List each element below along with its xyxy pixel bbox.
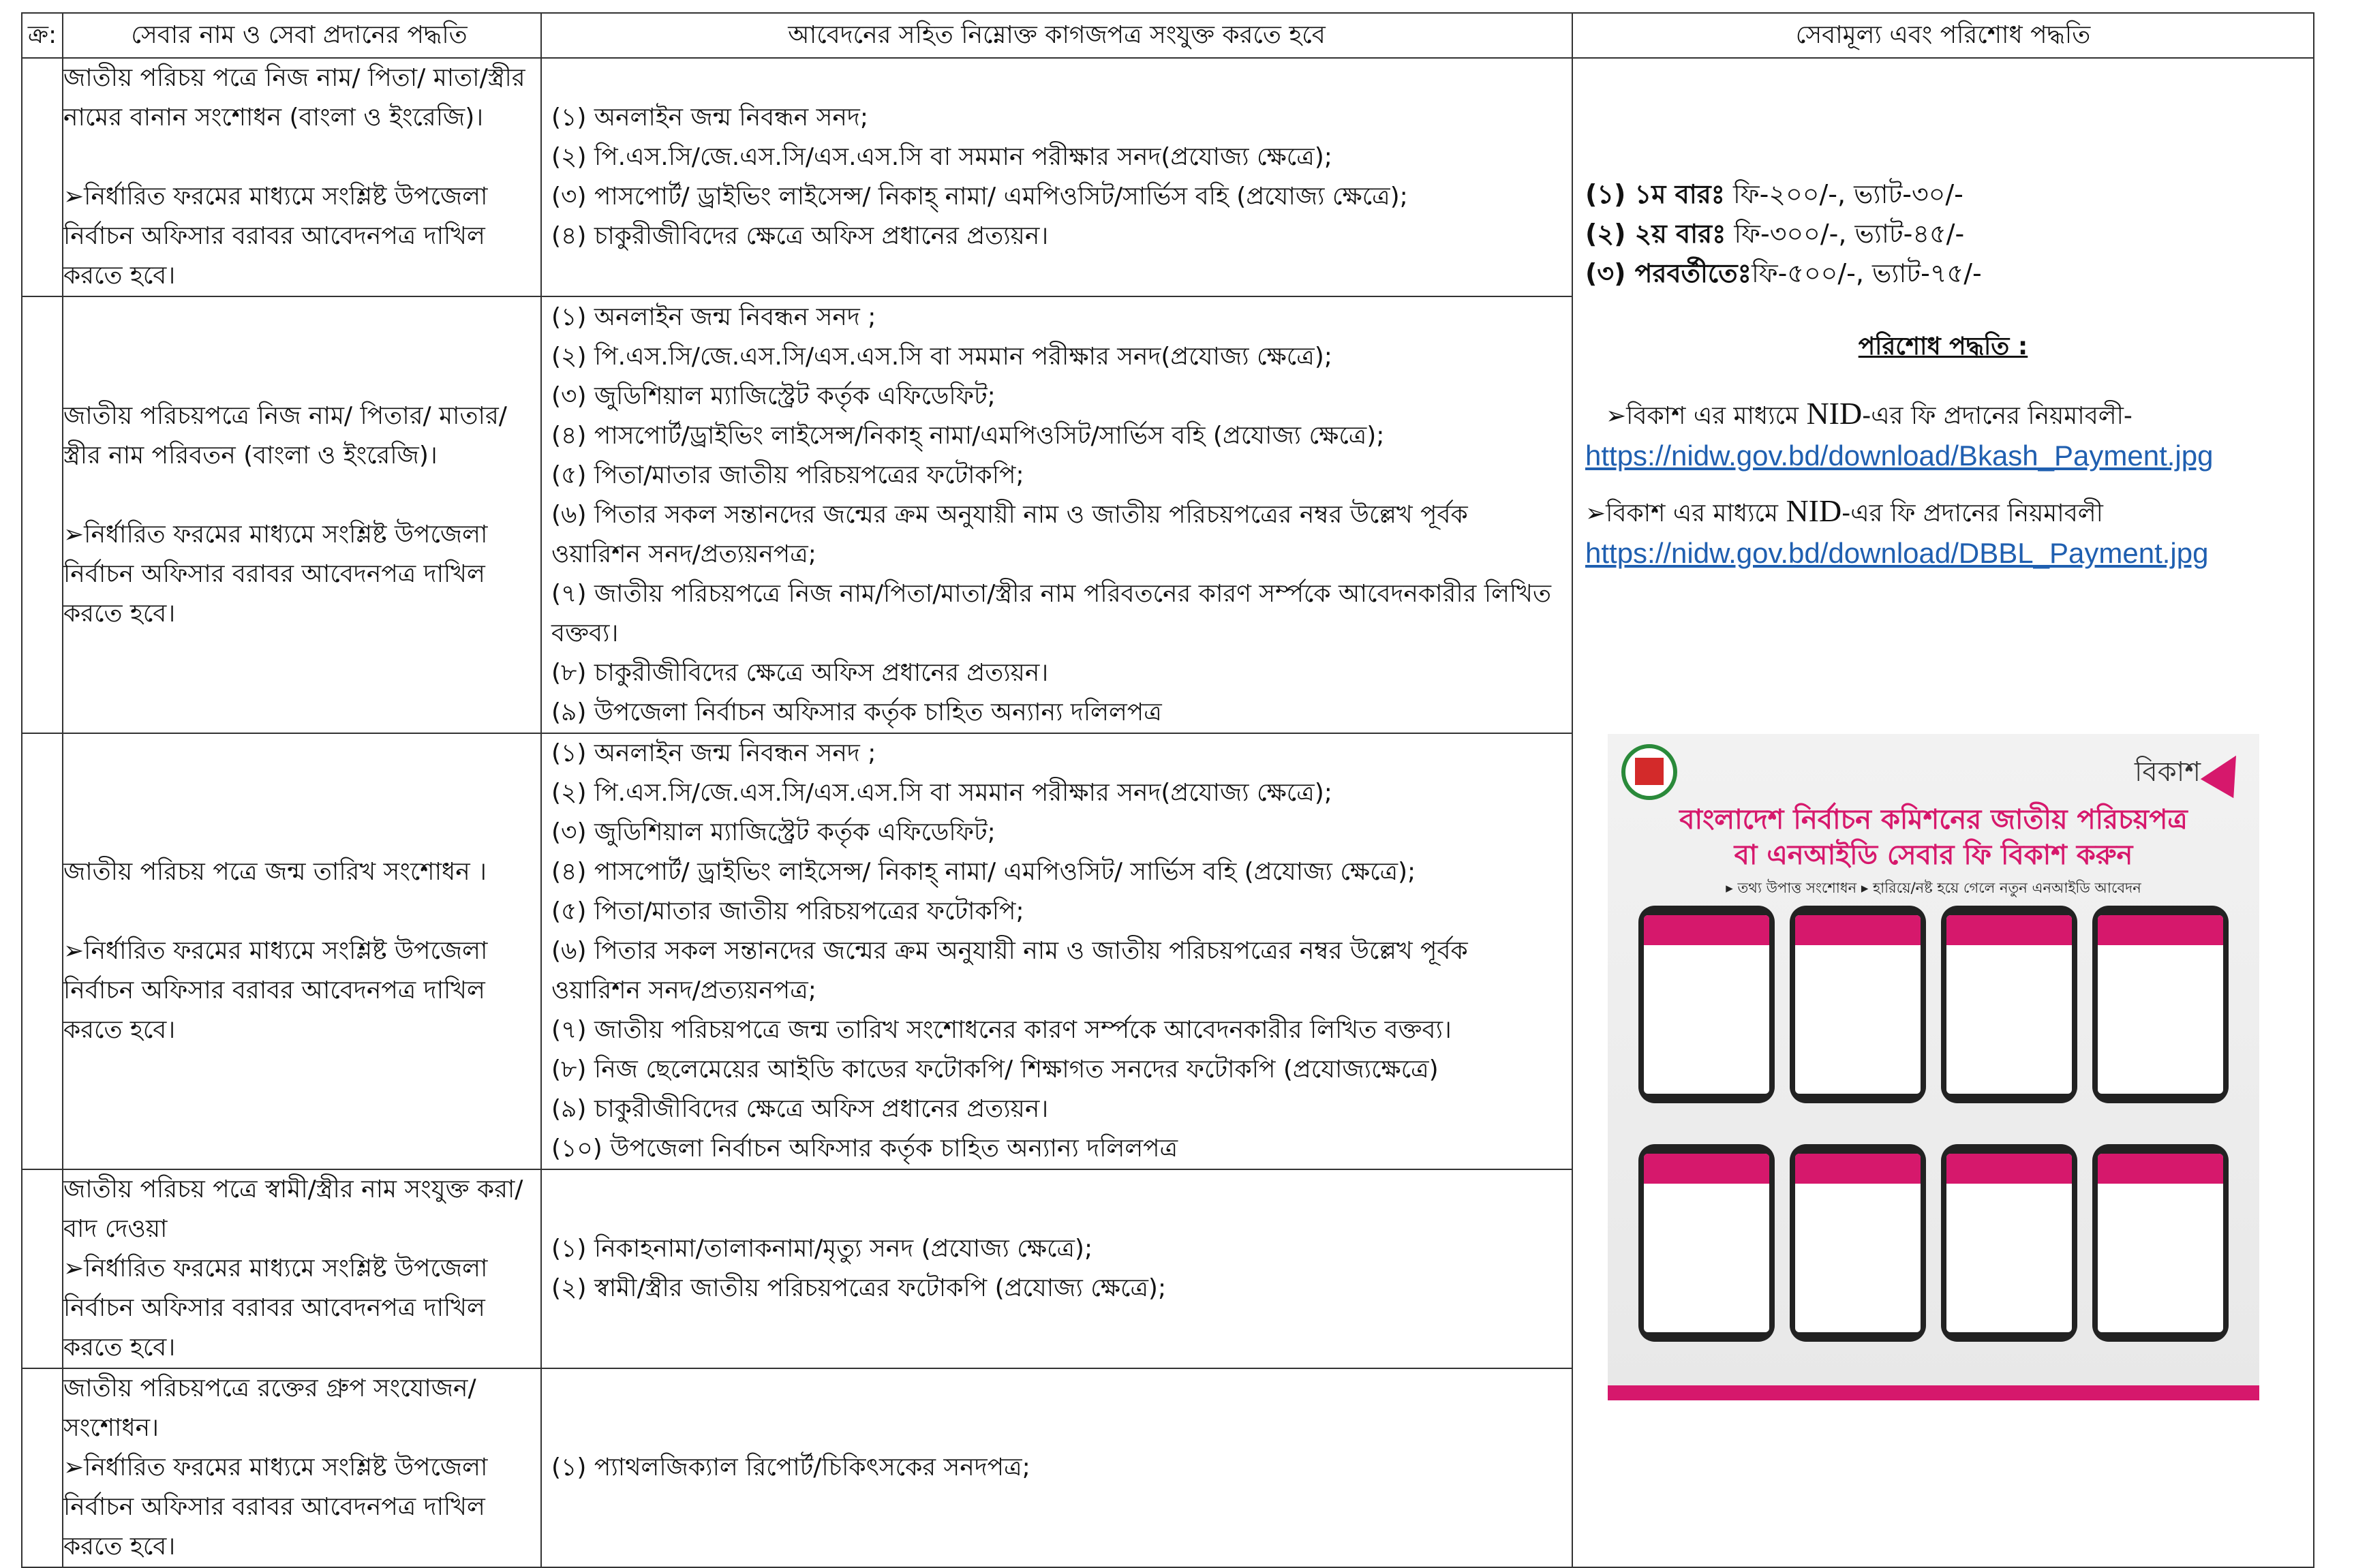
- payment-heading: পরিশোধ পদ্ধতি :: [1858, 333, 2028, 360]
- document-item: (৮) চাকুরীজীবিদের ক্ষেত্রে অফিস প্রধানের প্রত্যয়ন।: [551, 658, 1049, 687]
- nid-text: NID: [1806, 396, 1863, 431]
- document-item: (২) পি.এস.সি/জে.এস.সি/এস.এস.সি বা সমমান পরীক্ষার সনদ(প্রযোজ্য ক্ষেত্রে);: [551, 779, 1332, 807]
- documents-cell: [541, 1368, 1572, 1567]
- document-item: (১০) উপজেলা নির্বাচন অফিসার কর্তৃক চাহিত অন্যান্য দলিলপত্র: [551, 1135, 1178, 1163]
- fee-value: ফি-২০০/-, ভ্যাট-৩০/-: [1724, 179, 1963, 209]
- serial-cell: [22, 1368, 63, 1567]
- header-serial: ক্র:: [22, 13, 63, 58]
- election-commission-seal: [1621, 744, 1677, 800]
- documents-cell: [541, 733, 1572, 1169]
- phone-screens: [1621, 906, 2246, 1372]
- document-item: (৩) জুডিশিয়াল ম্যাজিস্ট্রেট কর্তৃক এফিডেফিট;: [551, 382, 996, 410]
- header-documents: আবেদনের সহিত নিম্নোক্ত কাগজপত্র সংযুক্ত করতে হবে: [541, 13, 1572, 58]
- document-item: (১) অনলাইন জন্ম নিবন্ধন সনদ ;: [551, 739, 876, 767]
- phone-mockup: [2092, 1144, 2229, 1372]
- document-item: (২) স্বামী/স্ত্রীর জাতীয় পরিচয়পত্রের ফটোকপি (প্রযোজ্য ক্ষেত্রে);: [551, 1274, 1167, 1302]
- payment-note: [1585, 394, 2301, 436]
- document-item: (৩) পাসপোর্ট/ ড্রাইভিং লাইসেন্স/ নিকাহ্ নামা/ এমপিওসিট/সার্ভিস বহি (প্রযোজ্য ক্ষেত্রে);: [551, 183, 1408, 211]
- service-description: জাতীয় পরিচয় পত্রে স্বামী/স্ত্রীর নাম সংযুক্ত করা/ বাদ দেওয়া ➢নির্ধারিত ফরমের মাধ্যমে সংশ্লিষ্ট উপজেলা নির্বাচন অফিসার বরাবর আবেদনপত্র দাখিল করতে হবে।: [63, 1175, 523, 1362]
- serial-cell: [22, 733, 63, 1169]
- phone-mockup: [1790, 1144, 1926, 1372]
- bkash-payment-image: [1608, 734, 2259, 1400]
- fee-item: [1585, 174, 2301, 214]
- serial-cell: [22, 58, 63, 296]
- serial-cell: [22, 1169, 63, 1368]
- note-text: -এর ফি প্রদানের নিয়মাবলী: [1841, 499, 2103, 527]
- phone-mockup: [1638, 1144, 1775, 1372]
- document-item: (৬) পিতার সকল সন্তানদের জন্মের ক্রম অনুযায়ী নাম ও জাতীয় পরিচয়পত্রের নম্বর উল্লেখ পূর্বক ওয়ারিশন সনদ/প্রত্যয়নপত্র;: [551, 500, 1468, 568]
- fee-item: [1585, 253, 2301, 293]
- phone-mockup: [1941, 1144, 2077, 1372]
- phone-mockup: [1941, 906, 2077, 1133]
- documents-cell: [541, 296, 1572, 733]
- promo-title-line2: বা এনআইডি সেবার ফি বিকাশ করুন: [1734, 840, 2133, 871]
- phone-mockup: [2092, 906, 2229, 1133]
- bkash-brand: বিকাশ: [2135, 756, 2201, 788]
- document-item: (১) প্যাথলজিক্যাল রিপোর্ট/চিকিৎসকের সনদপত্র;: [551, 1454, 1030, 1481]
- promo-bullets: ▸ তথ্য উপাত্ত সংশোধন ▸ হারিয়ে/নষ্ট হয়ে গেলে নতুন এনআইডি আবেদন: [1726, 880, 2141, 896]
- service-description: জাতীয় পরিচয় পত্রে জন্ম তারিখ সংশোধন । ➢নির্ধারিত ফরমের মাধ্যমে সংশ্লিষ্ট উপজেলা নির্বাচন অফিসার বরাবর আবেদনপত্র দাখিল করতে হবে।: [63, 858, 488, 1044]
- document-item: (৪) পাসপোর্ট/ ড্রাইভিং লাইসেন্স/ নিকাহ্ নামা/ এমপিওসিট/ সার্ভিস বহি (প্রযোজ্য ক্ষেত্রে);: [551, 858, 1416, 886]
- document-item: (২) পি.এস.সি/জে.এস.সি/এস.এস.সি বা সমমান পরীক্ষার সনদ(প্রযোজ্য ক্ষেত্রে);: [551, 342, 1332, 371]
- document-item: (১) নিকাহনামা/তালাকনামা/মৃত্যু সনদ (প্রযোজ্য ক্ষেত্রে);: [551, 1235, 1093, 1263]
- document-item: (১) অনলাইন জন্ম নিবন্ধন সনদ ;: [551, 303, 876, 331]
- nid-text: NID: [1786, 493, 1842, 528]
- service-description: জাতীয় পরিচয়পত্রে রক্তের গ্রুপ সংযোজন/ সংশোধন। ➢নির্ধারিত ফরমের মাধ্যমে সংশ্লিষ্ট উপজেলা নির্বাচন অফিসার বরাবর আবেদনপত্র দাখিল করতে হবে।: [63, 1374, 488, 1561]
- fee-label: (১) ১ম বারঃ: [1585, 179, 1725, 209]
- header-row: [22, 13, 2314, 58]
- table-row: [22, 58, 2314, 296]
- document-item: (৯) চাকুরীজীবিদের ক্ষেত্রে অফিস প্রধানের প্রত্যয়ন।: [551, 1095, 1049, 1123]
- fee-value: ফি-৩০০/-, ভ্যাট-৪৫/-: [1726, 219, 1965, 249]
- phone-mockup: [1790, 906, 1926, 1133]
- promo-top-row: [1621, 742, 2246, 802]
- documents-cell: [541, 58, 1572, 296]
- fee-value: ফি-৫০০/-, ভ্যাট-৭৫/-: [1751, 258, 1982, 288]
- header-fee: সেবামূল্য এবং পরিশোধ পদ্ধতি: [1572, 13, 2314, 58]
- service-description: জাতীয় পরিচয় পত্রে নিজ নাম/ পিতা/ মাতা/স্ত্রীর নামের বানান সংশোধন (বাংলা ও ইংরেজি)। ➢নির্ধারিত ফরমের মাধ্যমে সংশ্লিষ্ট উপজেলা নির্বাচন অফিসার বরাবর আবেদনপত্র দাখিল করতে হবে।: [63, 64, 525, 290]
- note-text: -এর ফি প্রদানের নিয়মাবলী-: [1862, 402, 2133, 430]
- payment-link[interactable]: https://nidw.gov.bd/download/DBBL_Payment.jpg: [1585, 537, 2209, 569]
- document-item: (৭) জাতীয় পরিচয়পত্রে নিজ নাম/পিতা/মাতা/স্ত্রীর নাম পরিবতনের কারণ সর্ম্পকে আবেদনকারীর লিখিত বক্তব্য।: [551, 579, 1551, 647]
- serial-cell: [22, 296, 63, 733]
- fee-label: (৩) পরবর্তীতেঃ: [1585, 258, 1752, 288]
- document-item: (৯) উপজেলা নির্বাচন অফিসার কর্তৃক চাহিত অন্যান্য দলিলপত্র: [551, 698, 1162, 726]
- document-item: (৫) পিতা/মাতার জাতীয় পরিচয়পত্রের ফটোকপি;: [551, 897, 1024, 925]
- note-text: ➢বিকাশ এর মাধ্যমে: [1606, 402, 1807, 430]
- fee-item: [1585, 214, 2301, 253]
- phone-mockup: [1638, 906, 1775, 1133]
- service-description: জাতীয় পরিচয়পত্রে নিজ নাম/ পিতার/ মাতার/ স্ত্রীর নাম পরিবতন (বাংলা ও ইংরেজি)। ➢নির্ধারিত ফরমের মাধ্যমে সংশ্লিষ্ট উপজেলা নির্বাচন অফিসার বরাবর আবেদনপত্র দাখিল করতে হবে।: [63, 401, 507, 628]
- header-service: সেবার নাম ও সেবা প্রদানের পদ্ধতি: [63, 13, 541, 58]
- documents-cell: [541, 1169, 1572, 1368]
- document-item: (৮) নিজ ছেলেমেয়ের আইডি কাডের ফটোকপি/ শিক্ষাগত সনদের ফটোকপি (প্রযোজ্যক্ষেত্রে): [551, 1056, 1439, 1083]
- document-item: (৪) পাসপোর্ট/ড্রাইভিং লাইসেন্স/নিকাহ্ নামা/এমপিওসিট/সার্ভিস বহি (প্রযোজ্য ক্ষেত্রে);: [551, 421, 1385, 450]
- document-item: (৫) পিতা/মাতার জাতীয় পরিচয়পত্রের ফটোকপি;: [551, 461, 1024, 489]
- promo-title-line1: বাংলাদেশ নির্বাচন কমিশনের জাতীয় পরিচয়পত্র: [1679, 804, 2188, 835]
- note-text: ➢বিকাশ এর মাধ্যমে: [1585, 499, 1786, 527]
- document-item: (৩) জুডিশিয়াল ম্যাজিস্ট্রেট কর্তৃক এফিডেফিট;: [551, 818, 996, 846]
- document-item: (৭) জাতীয় পরিচয়পত্রে জন্ম তারিখ সংশোধনের কারণ সর্ম্পকে আবেদনকারীর লিখিত বক্তব্য।: [551, 1016, 1452, 1044]
- document-item: (৬) পিতার সকল সন্তানদের জন্মের ক্রম অনুযায়ী নাম ও জাতীয় পরিচয়পত্রের নম্বর উল্লেখ পূর্বক ওয়ারিশন সনদ/প্রত্যয়নপত্র;: [551, 937, 1468, 1004]
- promo-footer: [1608, 1385, 2259, 1400]
- document-item: (১) অনলাইন জন্ম নিবন্ধন সনদ;: [551, 104, 868, 132]
- document-item: (৪) চাকুরীজীবিদের ক্ষেত্রে অফিস প্রধানের প্রত্যয়ন।: [551, 222, 1049, 250]
- bkash-logo: [2135, 753, 2246, 791]
- bkash-bird-icon: [2201, 746, 2252, 798]
- document-item: (২) পি.এস.সি/জে.এস.সি/এস.এস.সি বা সমমান পরীক্ষার সনদ(প্রযোজ্য ক্ষেত্রে);: [551, 143, 1332, 171]
- payment-link[interactable]: https://nidw.gov.bd/download/Bkash_Payment.jpg: [1585, 440, 2214, 472]
- fee-label: (২) ২য় বারঃ: [1585, 219, 1726, 249]
- promo-title: [1621, 802, 2246, 873]
- payment-note: [1585, 491, 2301, 534]
